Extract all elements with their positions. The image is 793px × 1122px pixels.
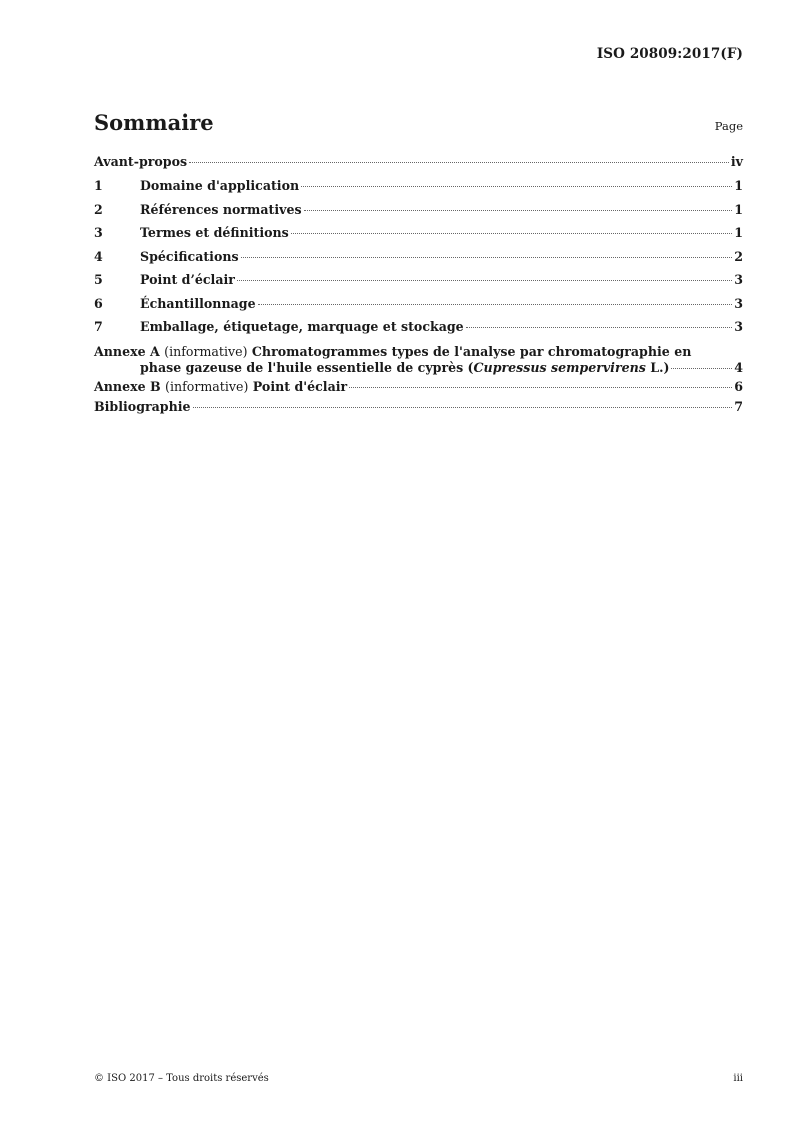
toc-entry-number: 5 (94, 272, 103, 287)
dot-leader (671, 368, 732, 369)
toc-entry-page: 3 (734, 272, 743, 287)
toc-entry-label: Bibliographie (94, 398, 191, 414)
toc-entry-clause-3[interactable] (94, 225, 743, 249)
annex-prefix: Annexe B (94, 378, 161, 394)
toc-entry-number: 4 (94, 248, 103, 264)
species-name: Cupressus sempervirens (473, 359, 646, 375)
toc-entry-page: 3 (734, 295, 743, 311)
dot-leader (301, 186, 732, 187)
annex-title-line-2: phase gazeuse de l'huile essentielle de cyprès (Cupressus sempervirens L.) (140, 359, 670, 375)
toc-header (94, 110, 743, 135)
page-number: iii (733, 1073, 743, 1084)
toc-entry-page: 2 (734, 248, 743, 264)
toc-entry-number: 2 (94, 201, 103, 217)
toc-entry-page: 1 (734, 201, 743, 217)
annex-prefix: Annexe A (94, 343, 160, 359)
dot-leader (193, 407, 733, 408)
dot-leader (291, 233, 732, 234)
dot-leader (237, 280, 732, 281)
toc-entry-label: Emballage, étiquetage, marquage et stockage (140, 319, 464, 334)
document-reference: ISO 20809:2017(F) (596, 46, 743, 62)
annex-title-line-1: Chromatogrammes types de l'analyse par chromatographie en (251, 343, 692, 359)
toc-entry-page: 7 (734, 398, 743, 414)
toc-entry-page: 4 (734, 359, 743, 375)
toc-entry-page: 6 (734, 378, 743, 394)
dot-leader (349, 387, 732, 388)
table-of-contents (94, 154, 743, 419)
toc-entry-label: Références normatives (140, 201, 302, 217)
toc-entry-annex-b[interactable] (94, 379, 743, 399)
toc-entry-label (94, 379, 347, 394)
toc-entry-label: Point d’éclair (140, 272, 235, 287)
dot-leader (466, 327, 733, 328)
toc-entry-label: Termes et définitions (140, 225, 289, 240)
toc-entry-number: 7 (94, 319, 103, 334)
toc-entry-number: 6 (94, 295, 103, 311)
toc-entry-page: 3 (734, 319, 743, 334)
toc-entry-clause-1[interactable] (94, 178, 743, 202)
toc-entry-number: 3 (94, 225, 103, 240)
toc-entry-clause-4[interactable] (94, 249, 743, 273)
copyright-notice: © ISO 2017 – Tous droits réservés (94, 1073, 269, 1084)
toc-entry-foreword[interactable] (94, 154, 743, 178)
toc-entry-clause-6[interactable] (94, 296, 743, 320)
toc-entry-clause-7[interactable] (94, 319, 743, 343)
toc-entry-clause-5[interactable] (94, 272, 743, 296)
toc-entry-clause-2[interactable] (94, 202, 743, 226)
toc-entry-label: Avant-propos (94, 154, 188, 169)
dot-leader (258, 304, 733, 305)
annex-qualifier: (informative) (164, 343, 248, 359)
toc-entry-page: 1 (734, 225, 743, 240)
annex-title: Point d'éclair (252, 378, 348, 394)
toc-entry-annex-a[interactable] (94, 343, 743, 379)
toc-entry-label: Échantillonnage (140, 295, 256, 311)
dot-leader (304, 210, 733, 211)
toc-entry-label: Domaine d'application (140, 178, 300, 193)
annex-qualifier: (informative) (165, 378, 249, 394)
dot-leader (241, 257, 733, 258)
toc-entry-bibliography[interactable] (94, 399, 743, 419)
page-footer (94, 1073, 743, 1084)
toc-entry-label: Spécifications (140, 248, 239, 264)
toc-page-column-label: Page (714, 119, 743, 133)
toc-entry-page: iv (730, 154, 743, 169)
toc-entry-page: 1 (734, 178, 743, 193)
toc-entry-number: 1 (94, 178, 103, 193)
dot-leader (189, 162, 729, 163)
toc-title: Sommaire (94, 110, 214, 135)
